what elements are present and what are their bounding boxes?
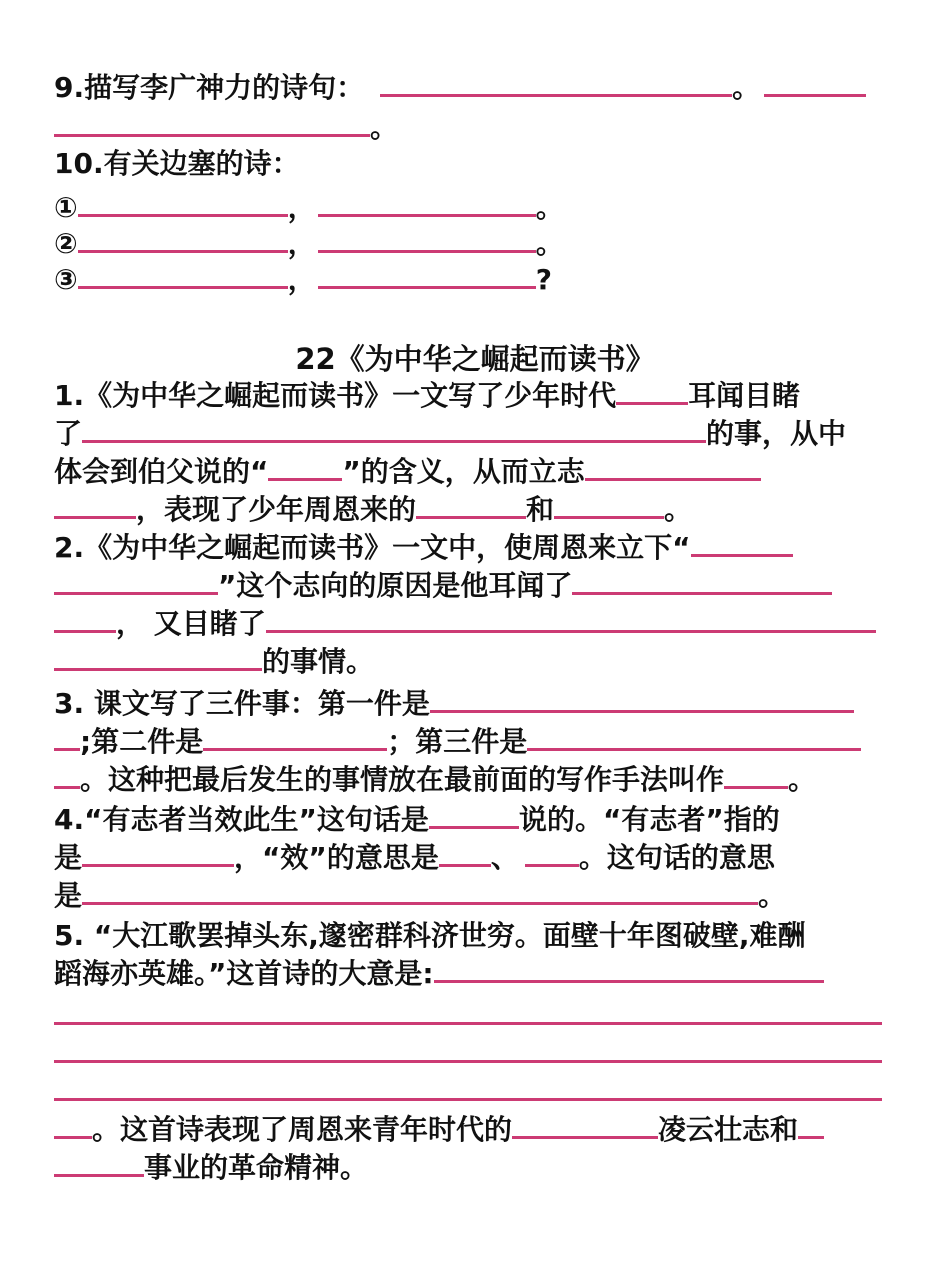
punct: 。 [370, 111, 399, 144]
text: 了 [54, 417, 83, 450]
q10-label: 10.有关边塞的诗： [54, 147, 300, 180]
answer-blank[interactable] [54, 763, 80, 789]
punct: 。 [535, 191, 564, 224]
answer-blank[interactable] [78, 227, 288, 253]
answer-blank[interactable] [525, 841, 579, 867]
s5-line-3 [54, 1112, 896, 1148]
answer-blank[interactable] [203, 725, 387, 751]
answer-blank[interactable] [266, 607, 876, 633]
answer-blank[interactable] [318, 227, 536, 253]
text: 事业的革命精神。 [144, 1151, 369, 1184]
text: ；第三件是 [387, 725, 528, 758]
answer-blank[interactable] [691, 531, 793, 557]
answer-blank[interactable] [416, 493, 526, 519]
answer-blank[interactable] [554, 493, 664, 519]
text: 的事情。 [262, 645, 375, 678]
q9-label: 9.描写李广神力的诗句： [54, 71, 365, 104]
s1-line-3 [54, 454, 896, 490]
text: 5. “大江歌罢掉头东,邃密群科济世穷。面壁十年图破壁,难酬 [54, 919, 806, 952]
answer-blank[interactable] [429, 803, 519, 829]
s1-line-4 [54, 492, 896, 528]
marker: ② [54, 227, 78, 260]
s4-line-3 [54, 878, 896, 914]
text: 。 [758, 879, 787, 912]
answer-blank[interactable] [572, 569, 832, 595]
s5-line-4 [54, 1150, 896, 1186]
q9-line-2 [54, 110, 896, 146]
text: ，表现了少年周恩来的 [136, 493, 417, 526]
answer-blank[interactable] [78, 191, 288, 217]
text: 是 [54, 841, 83, 874]
text: 凌云壮志和 [658, 1113, 799, 1146]
answer-blank[interactable] [527, 725, 861, 751]
answer-blank[interactable] [318, 263, 536, 289]
text: 。这句话的意思 [578, 841, 775, 874]
text: 。 [788, 763, 817, 796]
answer-blank[interactable] [82, 879, 758, 905]
s3-line-2 [54, 724, 896, 760]
text: 1.《为中华之崛起而读书》一文写了少年时代 [54, 379, 617, 412]
answer-blank[interactable] [82, 417, 706, 443]
answer-blank[interactable] [724, 763, 788, 789]
answer-line[interactable] [54, 1098, 882, 1101]
text: 。 [664, 493, 693, 526]
answer-blank[interactable] [82, 841, 234, 867]
s2-line-3 [54, 606, 896, 642]
s3-line-1 [54, 686, 896, 722]
answer-blank[interactable] [54, 569, 218, 595]
text: ， 又目睹了 [116, 607, 266, 640]
answer-blank[interactable] [268, 455, 342, 481]
q9-line-1 [54, 70, 896, 106]
answer-blank[interactable] [54, 1151, 144, 1177]
s1-line-2 [54, 416, 896, 452]
text: 、 [490, 841, 519, 874]
s4-line-2 [54, 840, 896, 876]
answer-blank[interactable] [54, 607, 116, 633]
s4-line-1 [54, 802, 896, 838]
text: 。这首诗表现了周恩来青年时代的 [92, 1113, 513, 1146]
text: 2.《为中华之崛起而读书》一文中，使周恩来立下“ [54, 531, 691, 564]
punct: 。 [535, 227, 564, 260]
answer-blank[interactable] [54, 111, 370, 137]
answer-blank[interactable] [318, 191, 536, 217]
answer-line[interactable] [54, 1022, 882, 1025]
answer-blank[interactable] [585, 455, 761, 481]
text: ”这个志向的原因是他耳闻了 [218, 569, 573, 602]
s2-line-2 [54, 568, 896, 604]
text: 3. 课文写了三件事：第一件是 [54, 687, 430, 720]
answer-blank[interactable] [380, 71, 732, 97]
answer-blank[interactable] [54, 725, 80, 751]
q10-row-2 [54, 226, 896, 262]
answer-line[interactable] [54, 1060, 882, 1063]
text: 耳闻目睹 [688, 379, 801, 412]
text: ”的含义，从而立志 [342, 455, 585, 488]
s5-line-1 [54, 918, 896, 954]
q10-row-1 [54, 190, 896, 226]
s3-line-3 [54, 762, 896, 798]
answer-blank[interactable] [798, 1113, 824, 1139]
q10-row-3 [54, 262, 896, 298]
text: 和 [526, 493, 555, 526]
text: ，“效”的意思是 [234, 841, 439, 874]
q10-label-line [54, 146, 896, 182]
answer-blank[interactable] [764, 71, 866, 97]
punct: ， [287, 227, 316, 260]
answer-blank[interactable] [54, 1113, 92, 1139]
answer-blank[interactable] [616, 379, 688, 405]
marker: ③ [54, 263, 78, 296]
answer-blank[interactable] [434, 957, 824, 983]
punct: 。 [732, 71, 761, 104]
punct: ? [535, 263, 552, 296]
text: 体会到伯父说的“ [54, 455, 269, 488]
text: 。这种把最后发生的事情放在最前面的写作手法叫作 [80, 763, 725, 796]
text: 是 [54, 879, 83, 912]
answer-blank[interactable] [54, 493, 136, 519]
section-title: 22《为中华之崛起而读书》 [295, 342, 655, 376]
text: 蹈海亦英雄。”这首诗的大意是: [54, 957, 434, 990]
answer-blank[interactable] [54, 645, 262, 671]
text: ;第二件是 [80, 725, 204, 758]
answer-blank[interactable] [439, 841, 491, 867]
answer-blank[interactable] [512, 1113, 658, 1139]
punct: ， [287, 263, 316, 296]
answer-blank[interactable] [430, 687, 854, 713]
text: 说的。“有志者”指的 [518, 803, 780, 836]
s2-line-4 [54, 644, 896, 680]
s1-line-1 [54, 378, 896, 414]
answer-blank[interactable] [78, 263, 288, 289]
text: 4.“有志者当效此生”这句话是 [54, 803, 429, 836]
text: 的事，从中 [706, 417, 847, 450]
s5-line-2 [54, 956, 896, 992]
s2-line-1 [54, 530, 896, 566]
marker: ① [54, 191, 78, 224]
punct: ， [287, 191, 316, 224]
